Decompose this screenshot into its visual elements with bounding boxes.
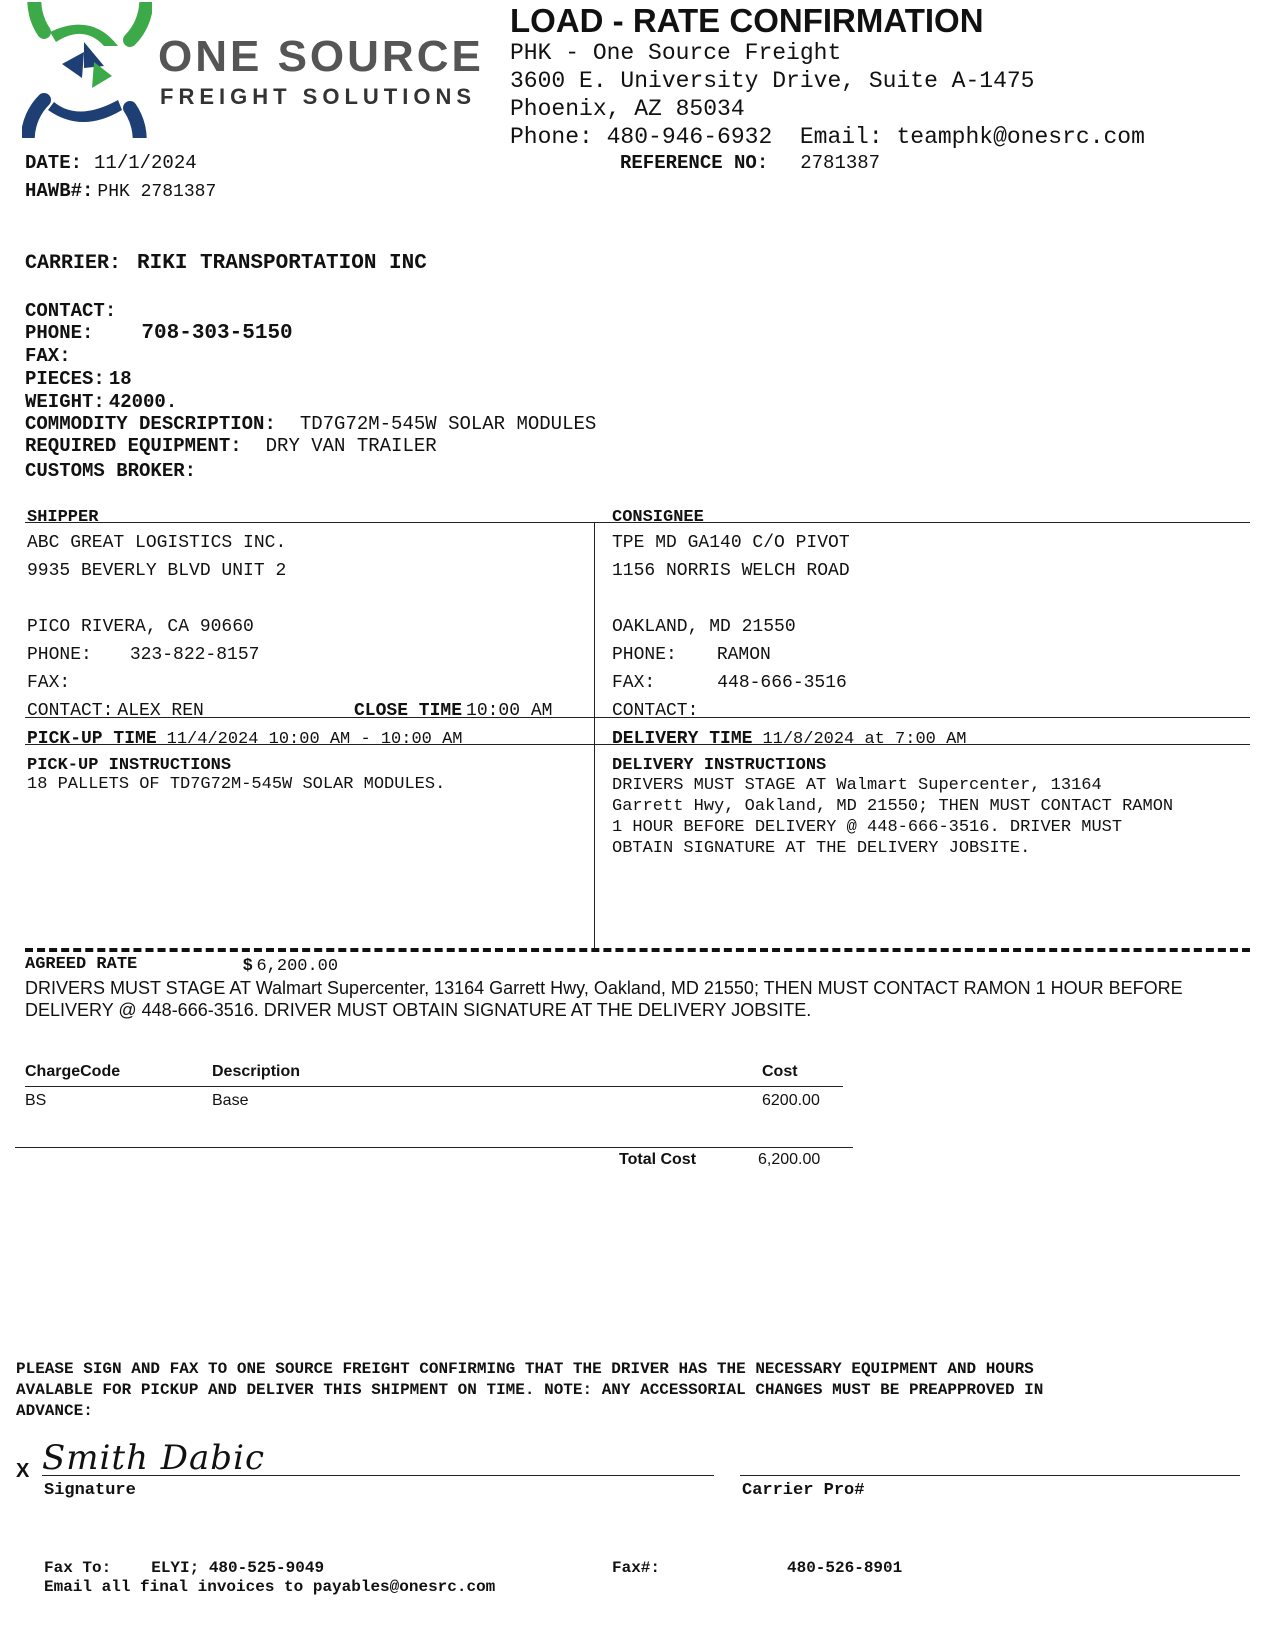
carrier-pro-line[interactable]	[740, 1475, 1240, 1476]
delivery-instr-line: 1 HOUR BEFORE DELIVERY @ 448-666-3516. DRIVER MUST	[612, 818, 1123, 837]
fax-number-value: 480-526-8901	[787, 1559, 903, 1577]
logo-mark-icon	[22, 2, 152, 138]
fax-to-label: Fax To:	[44, 1559, 112, 1577]
signature-line	[42, 1475, 714, 1476]
close-time-value: 10:00 AM	[466, 701, 553, 721]
shipper-contact: ALEX REN	[117, 701, 204, 721]
close-time-label: CLOSE TIME	[354, 701, 463, 721]
consignee-heading: CONSIGNEE	[612, 508, 704, 527]
rate-currency: $	[243, 955, 253, 974]
weight-label: WEIGHT:	[25, 391, 105, 413]
pickup-instructions: 18 PALLETS OF TD7G72M-545W SOLAR MODULES.	[27, 775, 446, 794]
pickup-time-value: 11/4/2024 10:00 AM - 10:00 AM	[166, 730, 463, 749]
agreed-rate-row	[243, 955, 338, 976]
signature-label: Signature	[44, 1481, 136, 1500]
header-address2: Phoenix, AZ 85034	[510, 96, 745, 122]
weight-value: 42000.	[108, 391, 178, 413]
description-header: Description	[212, 1063, 301, 1080]
page-title: LOAD - RATE CONFIRMATION	[510, 2, 984, 39]
fax-to-row	[44, 1559, 324, 1577]
total-cost-value: 6,200.00	[758, 1151, 821, 1168]
cost-header: Cost	[762, 1063, 798, 1080]
customs-broker-label: CUSTOMS BROKER:	[25, 460, 197, 482]
shipper-city: PICO RIVERA, CA 90660	[27, 617, 254, 637]
company-logo	[22, 2, 492, 142]
commodity-label: COMMODITY DESCRIPTION:	[25, 413, 276, 435]
rate-amount: 6,200.00	[256, 957, 339, 976]
reference-value: 2781387	[800, 152, 881, 174]
equipment-label: REQUIRED EQUIPMENT:	[25, 435, 242, 457]
date-row	[25, 152, 197, 174]
pieces-label: PIECES:	[25, 368, 105, 390]
notice-line3: ADVANCE:	[16, 1402, 93, 1420]
total-cost-label: Total Cost	[619, 1151, 697, 1168]
shipper-phone-label: PHONE:	[27, 645, 92, 665]
delivery-instr-line: DRIVERS MUST STAGE AT Walmart Supercenter, 13164	[612, 776, 1102, 795]
shipper-name: ABC GREAT LOGISTICS INC.	[27, 533, 287, 553]
table-total-line	[15, 1147, 853, 1148]
consignee-fax-row	[612, 673, 847, 693]
consignee-fax: 448-666-3516	[717, 673, 847, 693]
consignee-address: 1156 NORRIS WELCH ROAD	[612, 561, 850, 581]
shipper-phone-row	[27, 645, 259, 665]
signature-image[interactable]	[42, 1438, 342, 1478]
carrier-label: CARRIER:	[25, 252, 122, 275]
cost-cell: 6200.00	[762, 1092, 820, 1109]
reference-row	[620, 152, 880, 174]
shipper-fax-label: FAX:	[27, 673, 71, 693]
x-mark: X	[16, 1460, 30, 1482]
shipper-contact-row	[27, 701, 204, 721]
delivery-instructions-label: DELIVERY INSTRUCTIONS	[612, 756, 827, 775]
consignee-phone-label: PHONE:	[612, 645, 677, 665]
consignee-city: OAKLAND, MD 21550	[612, 617, 796, 637]
header-address1: 3600 E. University Drive, Suite A-1475	[510, 68, 1035, 94]
description-cell: Base	[212, 1092, 249, 1109]
fax-number-label: Fax#:	[612, 1559, 661, 1577]
charge-code-cell: BS	[25, 1092, 47, 1109]
delivery-time-row	[612, 729, 966, 749]
table-row	[0, 1092, 900, 1114]
agreed-rate-label: AGREED RATE	[25, 955, 138, 974]
shipper-heading: SHIPPER	[27, 508, 99, 527]
equipment-value: DRY VAN TRAILER	[265, 435, 437, 457]
pickup-instructions-label: PICK-UP INSTRUCTIONS	[27, 756, 232, 775]
delivery-time-value: 11/8/2024 at 7:00 AM	[762, 730, 967, 749]
delivery-time-label: DELIVERY TIME	[612, 729, 753, 749]
pieces-value: 18	[108, 368, 132, 390]
hawb-label: HAWB#:	[25, 180, 94, 202]
pieces-row	[25, 368, 132, 390]
shipper-contact-label: CONTACT:	[27, 701, 114, 721]
reference-label: REFERENCE NO:	[620, 152, 769, 174]
logo-line2: FREIGHT SOLUTIONS	[160, 84, 476, 109]
equipment-row	[25, 435, 437, 457]
delivery-instructions	[612, 775, 1173, 859]
carrier-name: RIKI TRANSPORTATION INC	[137, 252, 427, 275]
rate-note-line2: DELIVERY @ 448-666-3516. DRIVER MUST OBTAIN SIGNATURE AT THE DELIVERY JOBSITE.	[25, 1000, 812, 1020]
rate-note-line1: DRIVERS MUST STAGE AT Walmart Supercenter, 13164 Garrett Hwy, Oakland, MD 21550; THEN MUST CONTACT RAMON 1 HOUR BEFORE	[25, 978, 1183, 998]
consignee-contact-label: CONTACT:	[612, 701, 699, 721]
fax-to-value: ELYI; 480-525-9049	[151, 1559, 325, 1577]
commodity-value: TD7G72M-545W SOLAR MODULES	[299, 413, 597, 435]
pickup-time-label: PICK-UP TIME	[27, 729, 157, 749]
invoice-email-line: Email all final invoices to payables@onesrc.com	[44, 1578, 496, 1596]
grid-divider	[594, 522, 595, 952]
header-contact: Phone: 480-946-6932 Email: teamphk@onesrc.com	[510, 124, 1145, 150]
consignee-phone-row	[612, 645, 771, 665]
header-company: PHK - One Source Freight	[510, 40, 842, 66]
phone-label: PHONE:	[25, 322, 94, 344]
pickup-time-row	[27, 729, 462, 749]
contact-label: CONTACT:	[25, 300, 117, 322]
logo-line1: ONE SOURCE	[158, 32, 484, 81]
dashed-separator	[25, 948, 1250, 952]
carrier-row	[25, 252, 427, 275]
weight-row	[25, 391, 177, 413]
phone-value: 708-303-5150	[141, 322, 293, 345]
fax-label: FAX:	[25, 345, 71, 367]
shipper-address: 9935 BEVERLY BLVD UNIT 2	[27, 561, 287, 581]
hawb-value: PHK 2781387	[97, 182, 217, 202]
signature-text: Smith Dabic	[42, 1438, 265, 1478]
consignee-fax-label: FAX:	[612, 673, 656, 693]
delivery-instr-line: OBTAIN SIGNATURE AT THE DELIVERY JOBSITE.	[612, 839, 1031, 858]
carrier-pro-label: Carrier Pro#	[742, 1481, 865, 1500]
notice-line2: AVALABLE FOR PICKUP AND DELIVER THIS SHIPMENT ON TIME. NOTE: ANY ACCESSORIAL CHANGES MUST BE PREAPPROVED IN	[16, 1381, 1044, 1399]
charge-code-header: ChargeCode	[25, 1063, 121, 1080]
delivery-instr-line: Garrett Hwy, Oakland, MD 21550; THEN MUST CONTACT RAMON	[612, 797, 1174, 816]
hawb-row	[25, 180, 216, 202]
consignee-name: TPE MD GA140 C/O PIVOT	[612, 533, 850, 553]
date-label: DATE:	[25, 152, 83, 174]
date-value: 11/1/2024	[94, 152, 197, 174]
shipper-phone: 323-822-8157	[129, 645, 260, 665]
close-time-row	[354, 701, 552, 721]
notice-line1: PLEASE SIGN AND FAX TO ONE SOURCE FREIGHT CONFIRMING THAT THE DRIVER HAS THE NECESSARY EQUIPMENT AND HOURS	[16, 1360, 1034, 1378]
phone-row	[25, 322, 293, 345]
table-header-line	[25, 1086, 843, 1087]
consignee-phone: RAMON	[716, 645, 771, 665]
commodity-row	[25, 413, 596, 435]
